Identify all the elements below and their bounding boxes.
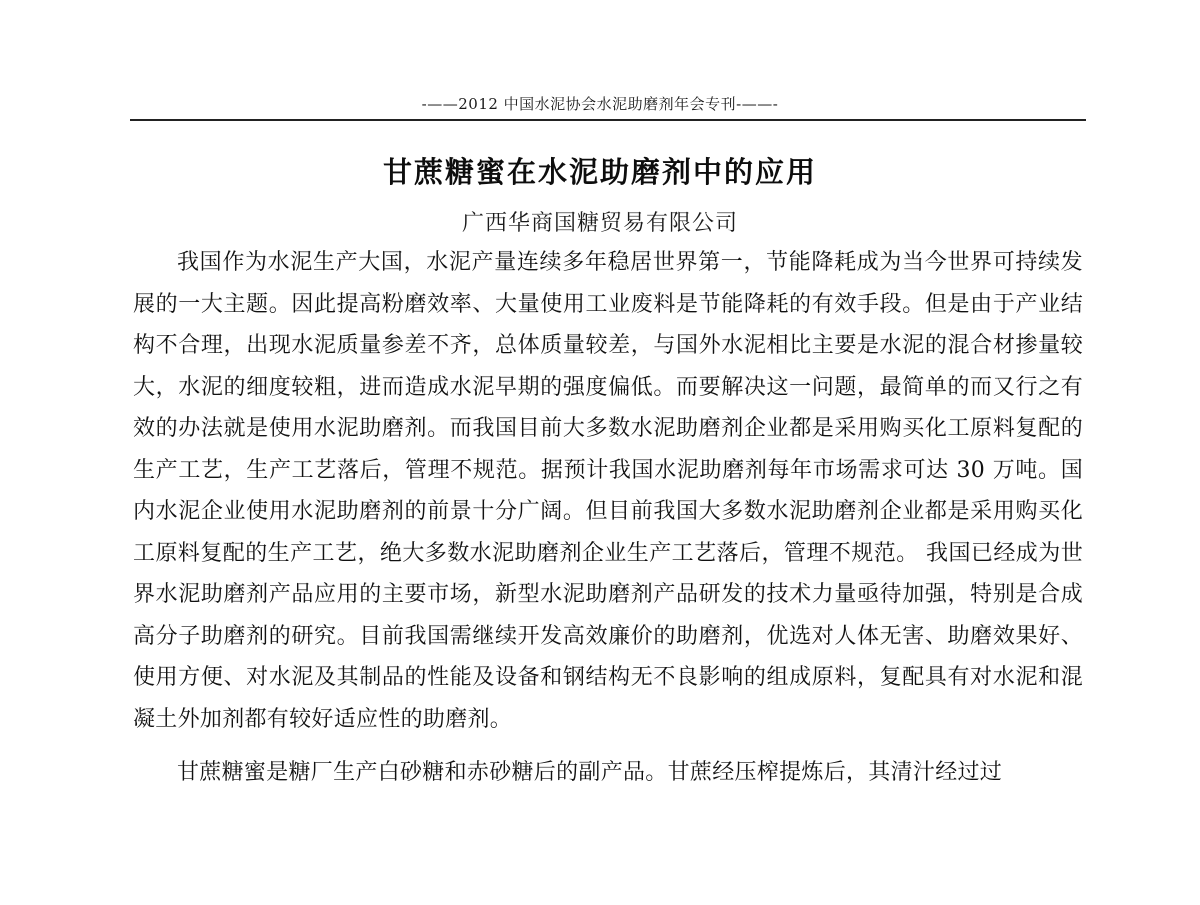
article-title: 甘蔗糖蜜在水泥助磨剂中的应用 [382,155,817,189]
body-paragraph: 甘蔗糖蜜是糖厂生产白砂糖和赤砂糖后的副产品。甘蔗经压榨提炼后，其清汁经过过 [177,760,1003,785]
article-author: 广西华商国糖贸易有限公司 [461,211,738,236]
header-rule [130,119,1086,121]
article-body [133,242,1083,794]
running-header: -——2012 中国水泥协会水泥助磨剂年会专刊-——- [421,95,779,113]
body-paragraph: 我国作为水泥生产大国，水泥产量连续多年稳居世界第一，节能降耗成为当今世界可持续发展的一大主题。因此提高粉磨效率、大量使用工业废料是节能降耗的有效手段。但是由于产业结构不合理，出现水泥质量参差不齐，总体质量较差，与国外水泥相比主要是水泥的混合材掺量较大，水泥的细度较粗，进而造成水泥早期的强度偏低。而要解决这一问题，最简单的而又行之有效的办法就是使用水泥助磨剂。而我国目前大多数水泥助磨剂企业都是采用购买化工原料复配的生产工艺，生产工艺落后，管理不规范。据预计我国水泥助磨剂每年市场需求可达 30 万吨。国内水泥企业使用水泥助磨剂的前景十分广阔。但目前我国大多数水泥助磨剂企业都是采用购买化工原料复配的生产工艺，绝大多数水泥助磨剂企业生产工艺落后，管理不规范。 我国已经成为世界水泥助磨剂产品应用的主要市场，新型水泥助磨剂产品研发的技术力量亟待加强，特别是合成高分子助磨剂的研究。目前我国需继续开发高效廉价的助磨剂，优选对人体无害、助磨效果好、使用方便、对水泥及其制品的性能及设备和钢结构无不良影响的组成原料，复配具有对水泥和混凝土外加剂都有较好适应性的助磨剂。 [133,250,1083,732]
